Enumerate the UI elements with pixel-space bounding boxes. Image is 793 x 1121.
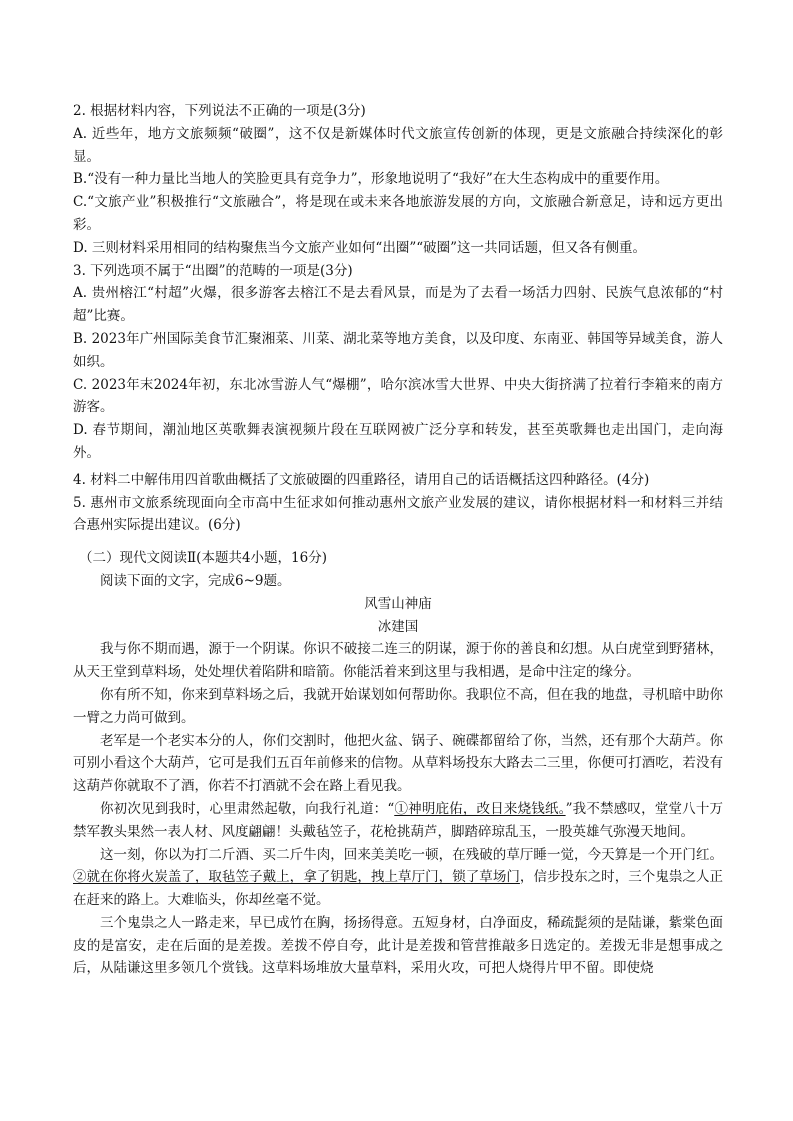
question-3-stem: 3. 下列选项不属于“出圈”的范畴的一项是(3分) (73, 262, 353, 279)
paragraph-5-rest: ，信步投东之时，三个鬼祟之人正在赶来的路上。大难临头，你却丝毫不觉。 (73, 869, 724, 909)
question-3-option-d: D. 春节期间，潮汕地区英歌舞表演视频片段在互联网被广泛分享和转发，甚至英歌舞也走出国门，走向海外。 (73, 422, 723, 461)
passage-paragraph-3: 老军是一个老实本分的人，你们交割时，他把火盆、锅子、碗碟都留给了你，当然，还有那个大葫芦。你可别小看这个大葫芦，它可是我们五百年前修来的信物。从草料场投东大路去二三里，你便可打酒吃，若没有这葫芦你就取不了酒，你若不打酒就不会在路上看见我。 (73, 732, 723, 795)
section-2-instruction: 阅读下面的文字，完成6~9题。 (100, 572, 291, 589)
passage-paragraph-4 (73, 798, 723, 844)
question-3-option-c: C. 2023年末2024年初，东北冰雪游人气“爆棚”，哈尔滨冰雪大世界、中央大街挤满了拉着行李箱来的南方游客。 (73, 376, 723, 416)
question-4: 4. 材料二中解伟用四首歌曲概括了文旅破圈的四重路径，请用自己的话语概括这四种路径。(4分) (73, 471, 650, 488)
question-2-option-a: A. 近些年，地方文旅频频“破圈”，这不仅是新媒体时代文旅宣传创新的体现，更是文旅融合持续深化的彰显。 (73, 125, 723, 165)
passage-author: 冰建国 (377, 618, 419, 635)
paragraph-5-lead: 这一刻，你以为打二斤酒、买二斤牛肉，回来美美吃一顿，在残破的草厅睡一觉，今天算是一个开门红。 (100, 846, 723, 863)
question-3-option-a: A. 贵州榕江“村超”火爆，很多游客去榕江不是去看风景，而是为了去看一场活力四射、民族气息浓郁的“村超”比赛。 (73, 285, 723, 325)
question-3-option-b: B. 2023年广州国际美食节汇聚湘菜、川菜、湖北菜等地方美食，以及印度、东南亚、韩国等异域美食，游人如织。 (73, 330, 723, 370)
question-2-option-b: B.“没有一种力量比当地人的笑脸更具有竞争力”，形象地说明了“我好”在大生态构成中的重要作用。 (73, 171, 669, 188)
question-5: 5. 惠州市文旅系统现面向全市高中生征求如何推动惠州文旅产业发展的建议，请你根据材料一和材料三并结合惠州实际提出建议。(6分) (73, 494, 723, 534)
passage-paragraph-2: 你有所不知，你来到草料场之后，我就开始谋划如何帮助你。我职位不高，但在我的地盘，寻机暗中助你一臂之力尚可做到。 (73, 686, 723, 726)
paragraph-4-lead: 你初次见到我时，心里肃然起敬，向我行礼道：“ (100, 800, 395, 817)
section-2-heading: （二）现代文阅读Ⅱ(本题共4小题，16分) (79, 550, 327, 567)
question-2-option-c: C.“文旅产业”积极推行“文旅融合”，将是现在或未来各地旅游发展的方向，文旅融合新意足，诗和远方更出彩。 (73, 194, 723, 233)
question-2-stem: 2. 根据材料内容，下列说法不正确的一项是(3分) (73, 103, 366, 119)
spacer (73, 537, 723, 547)
question-2-option-d: D. 三则材料采用相同的结构聚焦当今文旅产业如何“出圈”“破圈”这一共同话题，但又各有侧重。 (73, 239, 647, 256)
passage-paragraph-5 (73, 844, 723, 912)
passage-paragraph-6: 三个鬼祟之人一路走来，早已成竹在胸，扬扬得意。五短身材，白净面皮，稀疏髭须的是陆谦，紫棠色面皮的是富安，走在后面的是差拨。差拨不停自夸，此计是差拨和管营推敲多日选定的。差拨无非是想事成之后，从陆谦这里多领几个赏钱。这草料场堆放大量草料，采用火攻，可把人烧得片甲不留。即使烧 (73, 914, 723, 977)
underlined-sentence-1: ①神明庇佑，改日来烧钱纸。 (394, 800, 566, 817)
passage-paragraph-1: 我与你不期而遇，源于一个阴谋。你识不破接二连三的阴谋，源于你的善良和幻想。从白虎堂到野猪林，从天王堂到草料场，处处埋伏着陷阱和暗箭。你能活着来到这里与我相遇，是命中注定的缘分。 (73, 641, 723, 681)
paragraph-4-rest: ”我不禁感叹，堂堂八十万禁军教头果然一表人材、风度翩翩！头戴毡笠子，花枪挑葫芦，脚踏碎琼乱玉，一股英雄气弥漫天地间。 (73, 800, 724, 840)
underlined-sentence-2: ②就在你将火炭盖了，取毡笠子戴上，拿了钥匙，拽上草厅门，锁了草场门 (73, 869, 520, 886)
page-content (73, 100, 723, 980)
passage-title: 风雪山神庙 (364, 595, 432, 612)
